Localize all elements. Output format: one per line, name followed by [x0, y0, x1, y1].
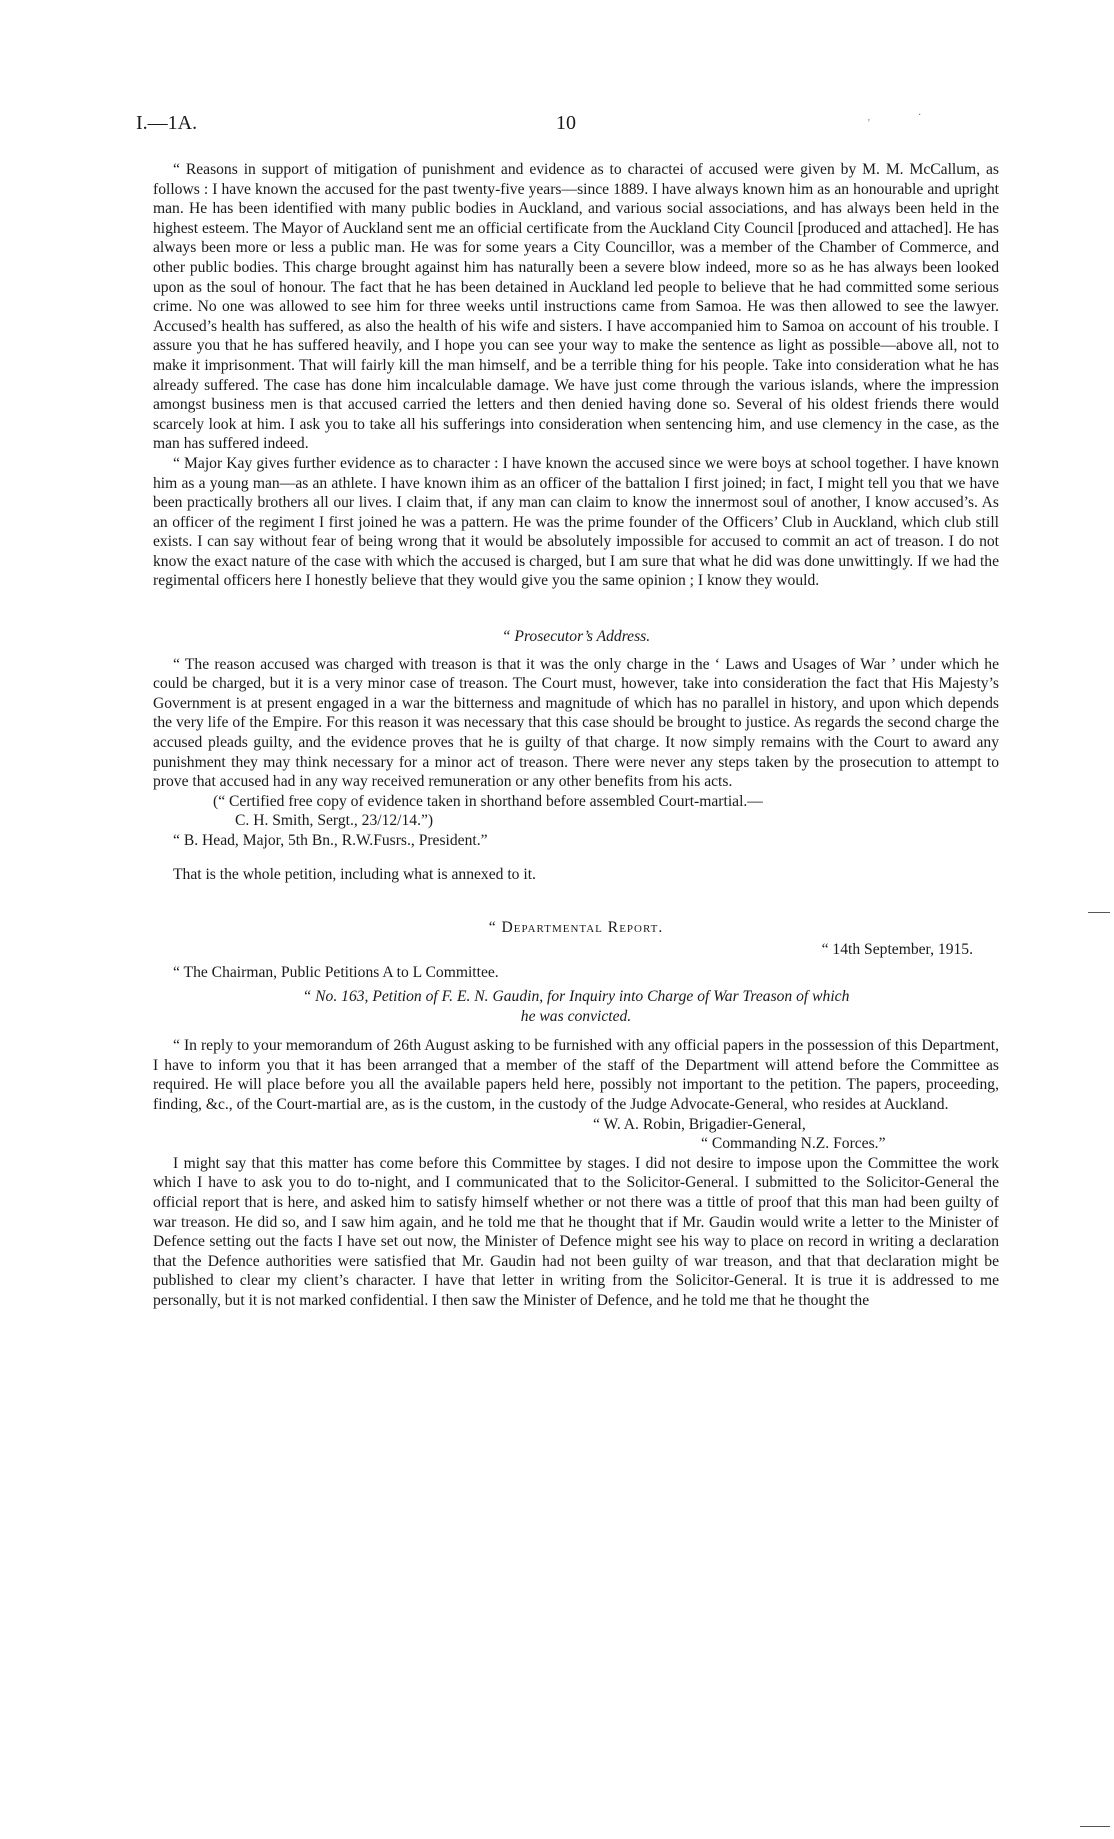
page-header: [136, 112, 986, 142]
departmental-report-heading: “ Departmental Report.: [488, 919, 664, 937]
margin-mark: ·: [918, 110, 922, 121]
certification-line: (“ Certified free copy of evidence taken in shorthand before assembled Court-martial.—: [213, 792, 763, 810]
president-signature: “ B. Head, Major, 5th Bn., R.W.Fusrs., President.”: [173, 832, 488, 849]
report-date: “ 14th September, 1915.: [821, 940, 973, 958]
report-addressee: “ The Chairman, Public Petitions A to L Committee.: [173, 964, 499, 982]
document-reference: I.—1A.: [136, 112, 198, 134]
signature-robin-title: “ Commanding N.Z. Forces.”: [701, 1135, 886, 1153]
character-evidence-kay: “ Major Kay gives further evidence as to character : I have known the accused since we were boys at school together. I have known him as a young man—as an athlete. I have known ihim as an officer of the battalion I first joined; in fact, I might tell you that we have been practically brothers all our lives. I claim that, if any man can claim to know the innermost soul of another, I know accused’s. As an officer of the regiment I first joined he was a pattern. He was the prime founder of the Officers’ Club in Auckland, which club still exists. I can say without fear of being wrong that it would be absolutely impossible for accused to commit an act of treason. I do not know the exact nature of the case with which the accused is charged, but I am sure that what he did was done unwittingly. If we had the regimental officers here I honestly believe that they would give you the same opinion ; I know they would.: [153, 454, 999, 590]
counsel-statement: I might say that this matter has come before this Committee by stages. I did not desire to impose upon the Committee the work which I have to ask you to do to-night, and I communicated that to the Solicitor-General. I submitted to the Solicitor-General the official report that is here, and asked him to satisfy himself whether or not there was a tittle of proof that this man had been guilty of war treason. He did so, and I saw him again, and he told me that he thought that if Mr. Gaudin would write a letter to the Minister of Defence setting out the facts I have set out now, the Minister of Defence might see his way to place on record in writing a declaration that the Defence authorities were satisfied that Mr. Gaudin had not been guilty of war treason, and that that declaration might be published to clear my client’s character. I have that letter in writing from the Solicitor-General. It is true it is addressed to me personally, but it is not marked confidential. I then saw the Minister of Defence, and he told me that he thought the: [153, 1154, 999, 1309]
margin-dash: [1080, 1826, 1110, 1827]
certification-signature: C. H. Smith, Sergt., 23/12/14.”): [235, 812, 434, 830]
page-number: 10: [556, 112, 576, 134]
departmental-reply: “ In reply to your memorandum of 26th August asking to be furnished with any official papers in the possession of this Department, I have to inform you that it has been arranged that a member of the staff of the Department will attend before the Committee as required. He will place before you all the available papers held here, possibly not important to the petition. The papers, proceeding, finding, &c., of the Court-martial are, as is the custom, in the custody of the Judge Advocate-General, who resides at Auckland.: [153, 1037, 999, 1113]
petition-title-line-2: he was convicted.: [520, 1007, 632, 1025]
prosecutor-address: “ The reason accused was charged with treason is that it was the only charge in the ‘ Laws and Usages of War ’ under which he could be charged, but it is a very minor case of treason. The Court must, however, take into consideration the fact that His Majesty’s Government is at present engaged in a war the bitterness and magnitude of which has no parallel in history, and upon which depends the very life of the Empire. For this reason it was necessary that this case should be brought to justice. As regards the second charge the accused pleads guilty, and the evidence proves that he is guilty of that charge. It now simply remains with the Court to award any punishment they may think necessary for a minor act of treason. There were never any steps taken by the prosecution to attempt to prove that accused had in any way received remuneration or any other benefits from his acts.: [153, 655, 999, 791]
petition-summary-line: That is the whole petition, including what is annexed to it.: [173, 865, 536, 883]
petition-title: [153, 987, 999, 1026]
margin-dash: [1088, 912, 1110, 913]
signature-robin: “ W. A. Robin, Brigadier-General,: [593, 1115, 806, 1133]
character-evidence-mccallum: “ Reasons in support of mitigation of punishment and evidence as to charactei of accused were given by M. M. McCallum, as follows : I have known the accused for the past twenty-five years—since 1889. I have always known him as an honourable and upright man. He has been identified with many public bodies in Auckland, and various social associations, and has always been held in the highest esteem. The Mayor of Auckland sent me an official certificate from the Auckland City Council [produced and attached]. He has always been more or less a public man. He was for some years a City Councillor, was a member of the Chamber of Commerce, and other public bodies. This charge brought against him has naturally been a severe blow indeed, more so as he has always been looked upon as the soul of honour. The fact that he has been detained in Auckland led people to believe that he had committed some serious crime. No one was allowed to see him for three weeks until instructions came from Samoa. He was then allowed to see the lawyer. Accused’s health has suffered, as also the health of his wife and sisters. I have accompanied him to Samoa on account of his trouble. I assure you that he has suffered heavily, and I hope you can see your way to make the sentence as light as possible—above all, not to make it imprisonment. That will fairly kill the man himself, and be a terrible thing for his people. Take into consideration what he has already suffered. The case has done him incalculable damage. We have just come through the various islands, where the impression amongst business men is that accused carried the letters and then denied having done so. Several of his oldest friends there would scarcely look at him. I ask you to take all his sufferings into consideration when sentencing him, and use clemency in the case, as the man has suffered indeed.: [153, 161, 999, 453]
document-body: [153, 160, 999, 1310]
prosecutor-address-heading: “ Prosecutor’s Address.: [501, 628, 651, 646]
margin-mark: ': [868, 118, 870, 129]
petition-title-line-1: “ No. 163, Petition of F. E. N. Gaudin, for Inquiry into Charge of War Treason of which: [302, 987, 850, 1005]
